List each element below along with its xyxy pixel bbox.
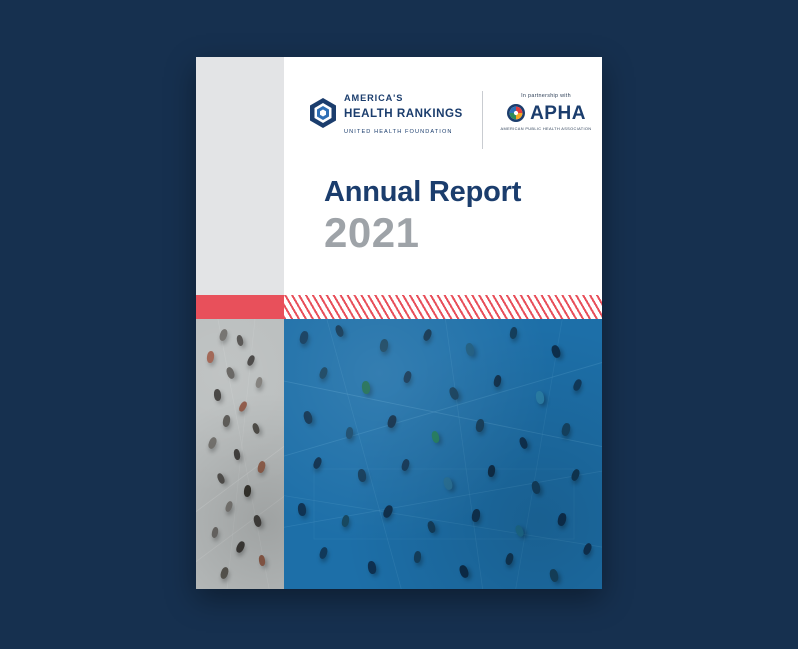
cover-photo xyxy=(196,319,602,589)
report-cover xyxy=(196,57,602,589)
ahr-line-3: UNITED HEALTH FOUNDATION xyxy=(344,129,453,135)
cover-spine-band xyxy=(196,57,284,295)
partnership-label: In partnership with xyxy=(521,93,571,99)
logo-row xyxy=(308,89,592,151)
ahr-line-2: HEALTH RANKINGS xyxy=(344,107,463,120)
cover-photo-left-panel xyxy=(196,319,284,589)
apha-partner-logo xyxy=(498,93,594,131)
ahr-line-1: AMERICA'S xyxy=(344,93,404,103)
accent-band-solid xyxy=(196,295,284,319)
globe-icon xyxy=(506,103,526,123)
page-title: Annual Report xyxy=(324,176,522,208)
logo-divider xyxy=(482,91,483,149)
ahr-wordmark xyxy=(344,89,466,137)
hexagon-logo-icon xyxy=(308,97,338,129)
cover-title-block xyxy=(324,177,521,256)
apha-subtitle: AMERICAN PUBLIC HEALTH ASSOCIATION xyxy=(500,126,592,131)
ground-lines-right xyxy=(284,319,602,589)
apha-main-row xyxy=(498,103,594,123)
accent-band xyxy=(196,295,602,319)
cover-top-area xyxy=(196,57,602,295)
accent-band-hatched xyxy=(284,295,602,319)
report-year: 2021 xyxy=(324,209,420,257)
apha-wordmark: APHA xyxy=(530,102,586,124)
cover-photo-right-panel xyxy=(284,319,602,589)
americas-health-rankings-logo xyxy=(308,89,466,137)
